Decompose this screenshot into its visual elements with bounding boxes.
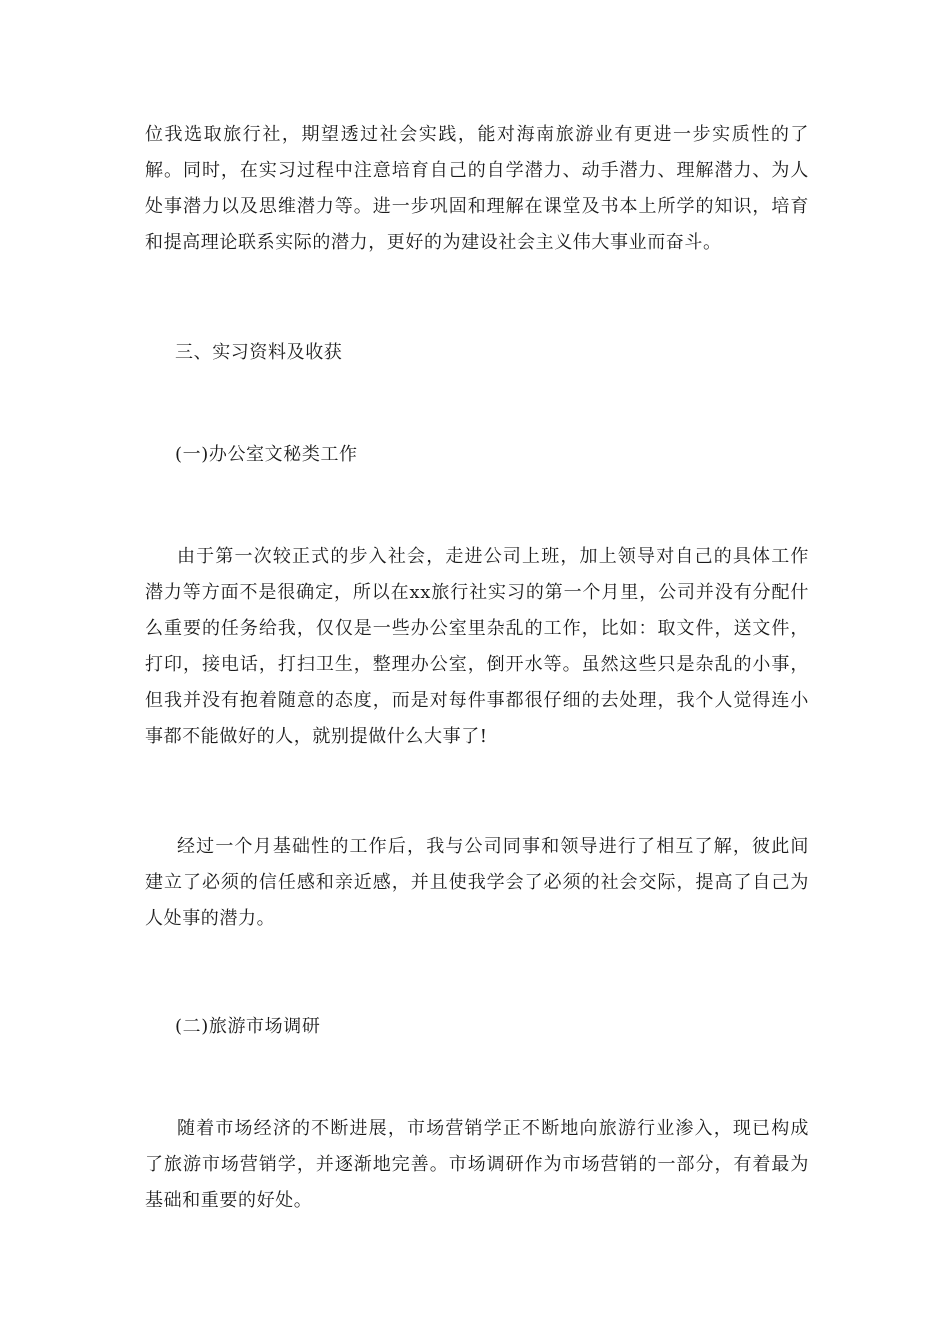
- subsection-heading-office: (一)办公室文秘类工作: [175, 444, 358, 465]
- office-work-paragraph: 由于第一次较正式的步入社会，走进公司上班，加上领导对自己的具体工作潜力等方面不是很确定，所以在xx旅行社实习的第一个月里，公司并没有分配什么重要的任务给我，仅仅是一些办公室里杂乱的工作，比如：取文件，送文件，打印，接电话，打扫卫生，整理办公室，倒开水等。虽然这些只是杂乱的小事，但我并没有抱着随意的态度，而是对每件事都很仔细的去处理，我个人觉得连小事都不能做好的人，就别提做什么大事了!: [145, 546, 809, 747]
- office-work-summary-paragraph: 经过一个月基础性的工作后，我与公司同事和领导进行了相互了解，彼此间建立了必须的信任感和亲近感，并且使我学会了必须的社会交际，提高了自己为人处事的潜力。: [145, 836, 809, 929]
- market-research-paragraph: 随着市场经济的不断进展，市场营销学正不断地向旅游行业渗入，现已构成了旅游市场营销学，并逐渐地完善。市场调研作为市场营销的一部分，有着最为基础和重要的好处。: [145, 1118, 809, 1211]
- intro-continuation-paragraph: 位我选取旅行社，期望透过社会实践，能对海南旅游业有更进一步实质性的了解。同时，在实习过程中注意培育自己的自学潜力、动手潜力、理解潜力、为人处事潜力以及思维潜力等。进一步巩固和理解在课堂及书本上所学的知识，培育和提高理论联系实际的潜力，更好的为建设社会主义伟大事业而奋斗。: [145, 124, 809, 253]
- subsection-heading-market-research: (二)旅游市场调研: [175, 1016, 321, 1037]
- section-heading: 三、实习资料及收获: [175, 342, 343, 363]
